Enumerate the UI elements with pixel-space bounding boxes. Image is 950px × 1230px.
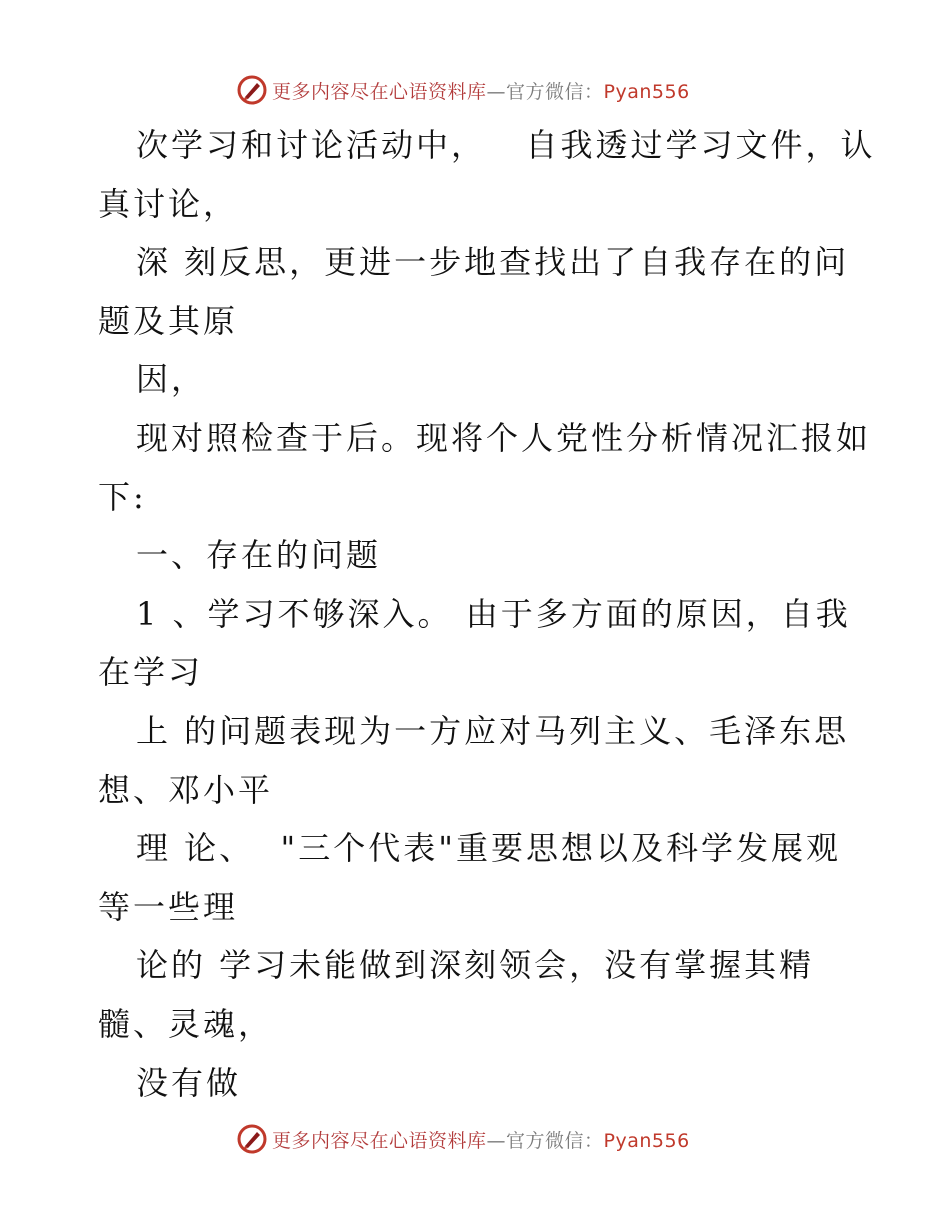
text-line: 没有做 [136, 1063, 242, 1102]
text-line: 真讨论， [98, 184, 239, 223]
text-line: 论的 学习未能做到深刻领会，没有掌握其精 [136, 946, 815, 985]
banner-wechat-id: Pyan556 [603, 80, 690, 103]
text-line: 髓、灵魂， [98, 1004, 274, 1043]
banner-label: 官方微信： [506, 80, 604, 103]
banner-dash: — [486, 80, 507, 103]
banner-label: 官方微信： [506, 1129, 604, 1152]
document-body [98, 116, 876, 1112]
text-line: 1 、学习不够深入。 由于多方面的原因，自我 [136, 594, 851, 633]
banner-wechat-id: Pyan556 [603, 1129, 690, 1152]
footer-banner [236, 1122, 756, 1156]
banner-text [272, 77, 690, 104]
text-line: 等一些理 [98, 887, 239, 926]
text-line: 下: [98, 477, 147, 516]
pen-logo-icon [236, 74, 268, 106]
text-line: 深 刻反思，更进一步地查找出了自我存在的问 [136, 243, 850, 282]
pen-logo-icon [236, 1123, 268, 1155]
text-line: 次学习和讨论活动中， 自我透过学习文件，认 [136, 126, 876, 164]
header-banner [236, 73, 756, 107]
banner-dash: — [486, 1129, 507, 1152]
text-line: 想、邓小平 [98, 770, 274, 809]
text-line: 因， [136, 360, 207, 399]
text-line: 在学习 [98, 653, 204, 692]
section-heading: 一、存在的问题 [136, 536, 382, 575]
banner-text [272, 1126, 690, 1153]
text-line: 现对照检查于后。现将个人党性分析情况汇报如 [136, 418, 872, 457]
banner-main-text: 更多内容尽在心语资料库 [272, 1129, 487, 1152]
text-line: 题及其原 [98, 301, 239, 340]
text-line: 理 论、 "三个代表"重要思想以及科学发展观 [136, 829, 841, 868]
banner-main-text: 更多内容尽在心语资料库 [272, 80, 487, 103]
text-line: 上 的问题表现为一方应对马列主义、毛泽东思 [136, 711, 850, 750]
